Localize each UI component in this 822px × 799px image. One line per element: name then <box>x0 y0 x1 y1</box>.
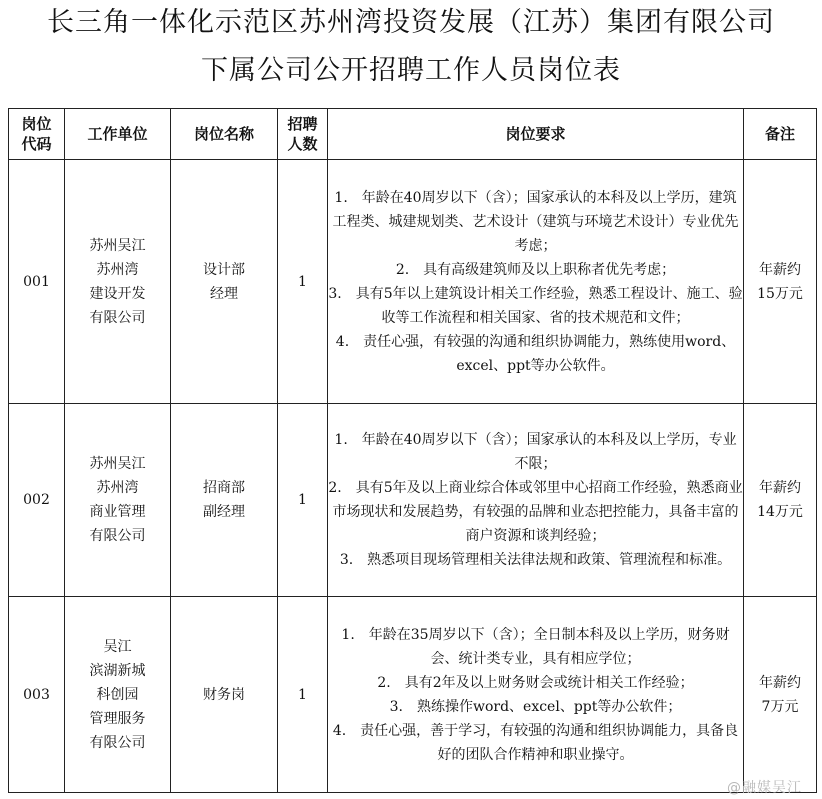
header-work-unit: 工作单位 <box>65 109 171 160</box>
headcount: 1 <box>278 404 328 597</box>
headcount: 1 <box>278 160 328 404</box>
requirement-item: 2. 具有5年及以上商业综合体或邻里中心招商工作经验，熟悉商业市场现状和发展趋势，有较强的品牌和业态把控能力，具备丰富的商户资源和谈判经验； <box>328 480 743 544</box>
work-unit: 吴江 滨湖新城 科创园 管理服务 有限公司 <box>65 597 171 793</box>
requirements <box>328 160 744 404</box>
document-title-line1: 长三角一体化示范区苏州湾投资发展（江苏）集团有限公司 <box>47 7 775 38</box>
requirement-item: 3. 具有5年以上建筑设计相关工作经验，熟悉工程设计、施工、验收等工作流程和相关国家、省的技术规范和文件； <box>328 285 743 326</box>
table-row <box>9 597 817 793</box>
requirement-item: 4. 责任心强，善于学习，有较强的沟通和组织协调能力，具备良好的团队合作精神和职业操守。 <box>332 722 739 763</box>
job-positions-table <box>8 108 817 793</box>
requirement-item: 4. 责任心强，有较强的沟通和组织协调能力，熟练使用word、excel、ppt等办公软件。 <box>335 333 736 374</box>
requirement-item: 1. 年龄在35周岁以下（含）；全日制本科及以上学历，财务财会、统计类专业，具有相应学位； <box>341 626 730 667</box>
position-code: 002 <box>9 404 65 597</box>
weibo-watermark: @融媒吴江 <box>727 780 802 796</box>
remarks-salary: 年薪约 15万元 <box>744 160 817 404</box>
remarks-salary: 年薪约 14万元 <box>744 404 817 597</box>
header-position-code: 岗位 代码 <box>9 109 65 160</box>
requirement-item: 3. 熟悉项目现场管理相关法律法规和政策、管理流程和标准。 <box>339 552 732 568</box>
requirement-item: 2. 具有2年及以上财务财会或统计相关工作经验； <box>377 674 694 691</box>
position-name: 设计部 经理 <box>171 160 278 404</box>
document-title-line2: 下属公司公开招聘工作人员岗位表 <box>201 55 621 86</box>
headcount: 1 <box>278 597 328 793</box>
requirement-item: 1. 年龄在40周岁以下（含）；国家承认的本科及以上学历，专业不限； <box>334 432 737 472</box>
work-unit: 苏州吴江 苏州湾 商业管理 有限公司 <box>65 404 171 597</box>
position-code: 001 <box>9 160 65 404</box>
requirements <box>328 404 744 597</box>
requirements <box>328 597 744 793</box>
table-header-row <box>9 109 817 160</box>
requirement-item: 3. 熟练操作word、excel、ppt等办公软件； <box>389 698 682 715</box>
position-code: 003 <box>9 597 65 793</box>
header-headcount: 招聘 人数 <box>278 109 328 160</box>
table-row <box>9 404 817 597</box>
header-position-name: 岗位名称 <box>171 109 278 160</box>
work-unit: 苏州吴江 苏州湾 建设开发 有限公司 <box>65 160 171 404</box>
requirement-item: 2. 具有高级建筑师及以上职称者优先考虑； <box>395 261 676 278</box>
requirement-item: 1. 年龄在40周岁以下（含）；国家承认的本科及以上学历，建筑工程类、城建规划类、艺术设计（建筑与环境艺术设计）专业优先考虑； <box>332 189 739 254</box>
header-remarks: 备注 <box>744 109 817 160</box>
table-row <box>9 160 817 404</box>
remarks-salary: 年薪约 7万元 <box>744 597 817 793</box>
header-requirements: 岗位要求 <box>328 109 744 160</box>
position-name: 财务岗 <box>171 597 278 793</box>
position-name: 招商部 副经理 <box>171 404 278 597</box>
